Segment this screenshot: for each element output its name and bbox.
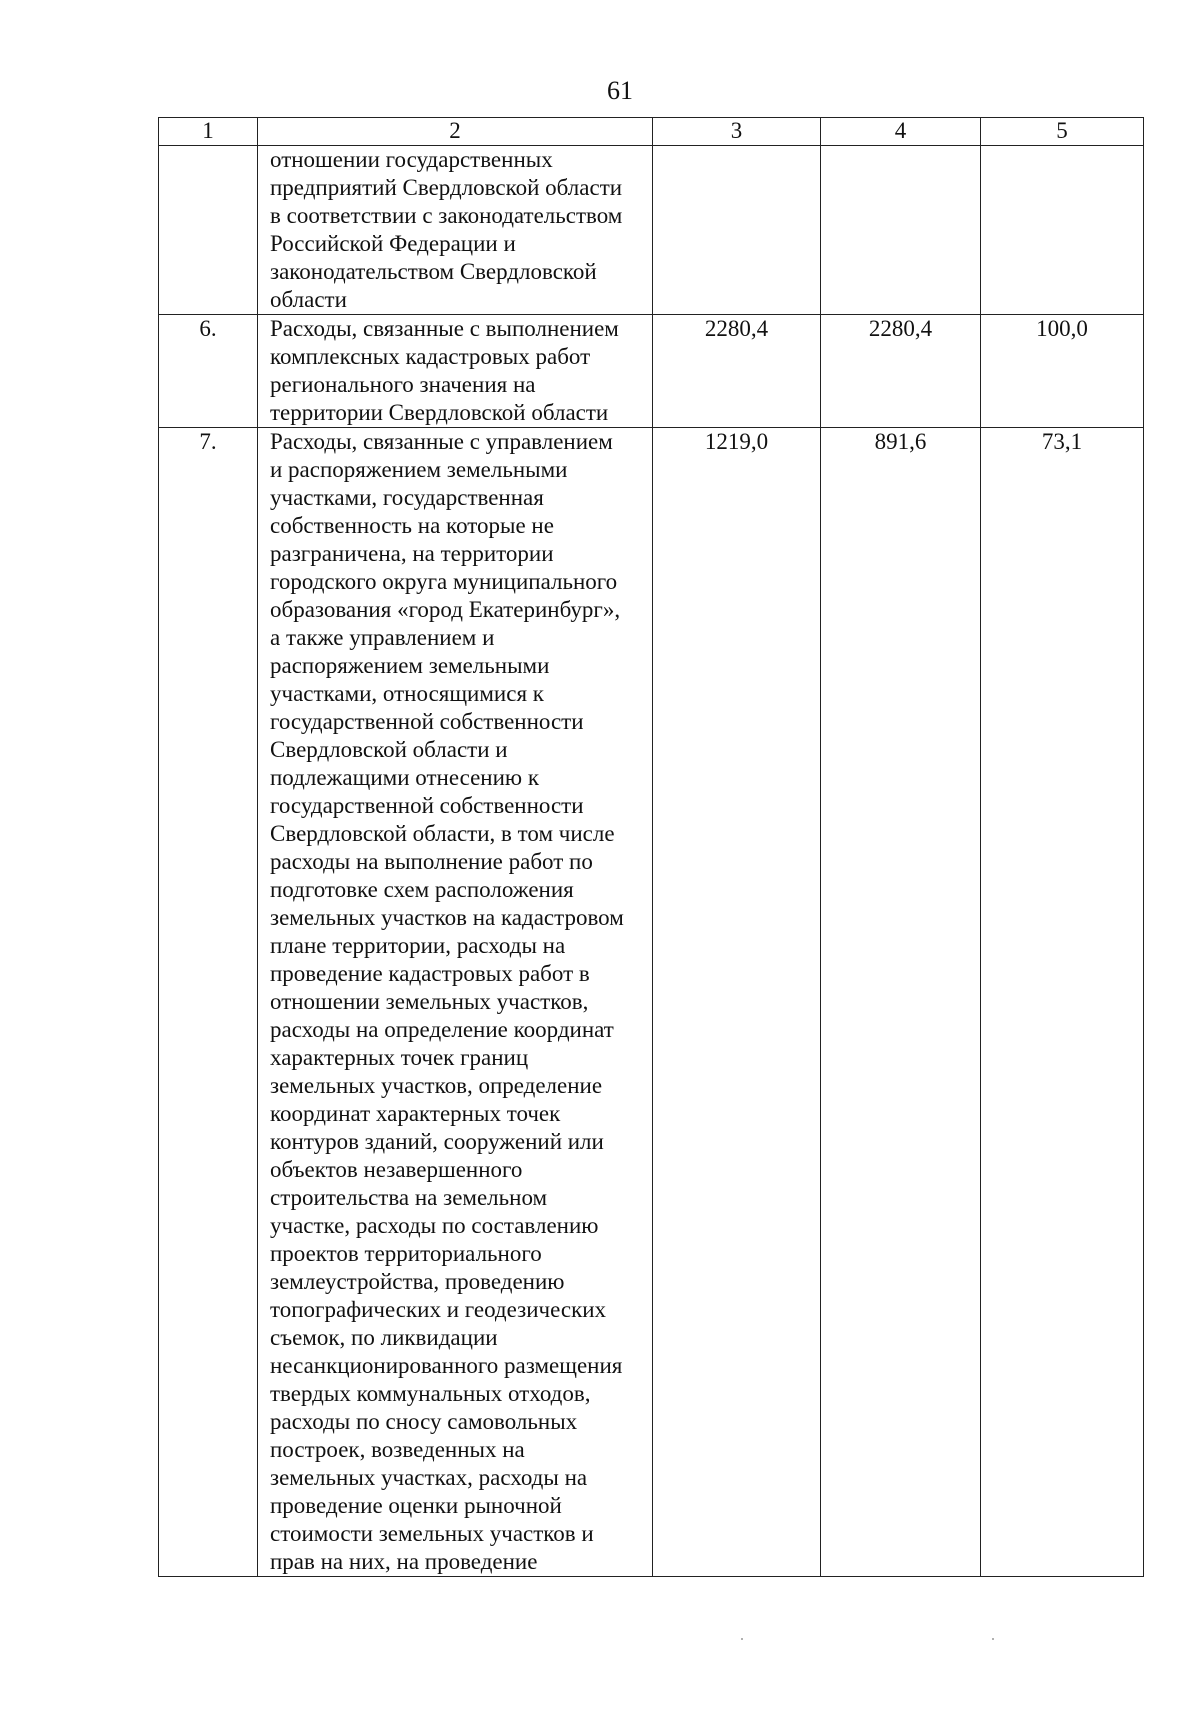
row-value-col3 bbox=[653, 146, 821, 315]
scan-speck bbox=[992, 1638, 994, 1640]
header-cell-5: 5 bbox=[981, 118, 1144, 146]
table-header-row bbox=[159, 118, 1144, 146]
page-number: 61 bbox=[607, 76, 633, 105]
table-row bbox=[159, 315, 1144, 428]
row-value-col3: 1219,0 bbox=[653, 428, 821, 1577]
row-number bbox=[159, 146, 258, 315]
row-description: Расходы, связанные с управлением и распоряжением земельными участками, государственная собственность на которые не разграничена, на территории городского округа муниципального образования «город Екатеринбург», а также управлением и распоряжением земельными участками, относящимися к государственной собственности Свердловской области и подлежащими отнесению к государственной собственности Свердловской области, в том числе расходы на выполнение работ по подготовке схем расположения земельных участков на кадастровом плане территории, расходы на проведение кадастровых работ в отношении земельных участков, расходы на определение координат характерных точек границ земельных участков, определение координат характерных точек контуров зданий, сооружений или объектов незавершенного строительства на земельном участке, расходы по составлению проектов территориального землеустройства, проведению топографических и геодезических съемок, по ликвидации несанкционированного размещения твердых коммунальных отходов, расходы по сносу самовольных построек, возведенных на земельных участках, расходы на проведение оценки рыночной стоимости земельных участков и прав на них, на проведение bbox=[258, 428, 653, 1577]
row-number: 7. bbox=[159, 428, 258, 1577]
row-number: 6. bbox=[159, 315, 258, 428]
row-value-col5: 100,0 bbox=[981, 315, 1144, 428]
header-cell-3: 3 bbox=[653, 118, 821, 146]
table-row bbox=[159, 428, 1144, 1577]
row-value-col5 bbox=[981, 146, 1144, 315]
row-value-col4: 2280,4 bbox=[821, 315, 981, 428]
row-value-col5: 73,1 bbox=[981, 428, 1144, 1577]
header-cell-2: 2 bbox=[258, 118, 653, 146]
row-value-col4: 891,6 bbox=[821, 428, 981, 1577]
header-cell-4: 4 bbox=[821, 118, 981, 146]
row-description: отношении государственных предприятий Свердловской области в соответствии с законодательством Российской Федерации и законодательством Свердловской области bbox=[258, 146, 653, 315]
scan-speck bbox=[741, 1638, 743, 1640]
header-cell-1: 1 bbox=[159, 118, 258, 146]
row-value-col4 bbox=[821, 146, 981, 315]
table-row bbox=[159, 146, 1144, 315]
expenses-table bbox=[158, 117, 1144, 1577]
row-value-col3: 2280,4 bbox=[653, 315, 821, 428]
row-description: Расходы, связанные с выполнением комплексных кадастровых работ регионального значения на территории Свердловской области bbox=[258, 315, 653, 428]
